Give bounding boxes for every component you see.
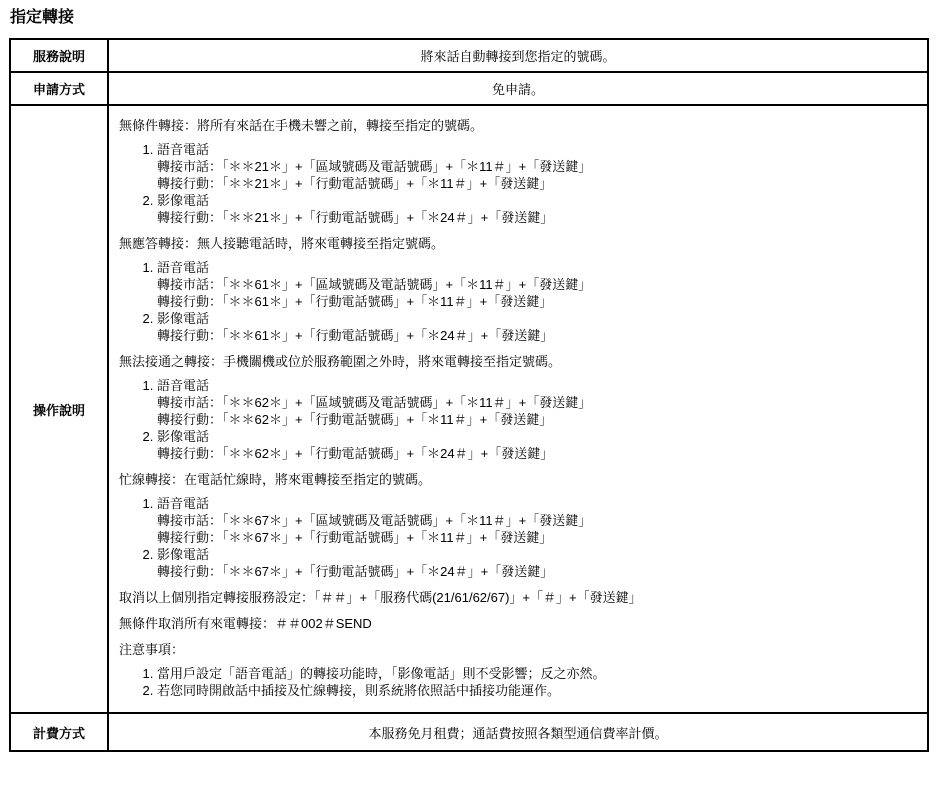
operation-line: 2. 影像電話 xyxy=(157,547,210,562)
operation-line: 1. 語音電話 xyxy=(157,142,210,157)
operation-list xyxy=(119,495,917,580)
operation-line: 2. 影像電話 xyxy=(157,311,210,326)
operation-list-item xyxy=(157,310,917,344)
operation-line: 2. 影像電話 xyxy=(157,429,210,444)
operation-line: 轉接市話：「＊＊21＊」+「區域號碼及電話號碼」+「＊11＃」+「發送鍵」 xyxy=(157,159,592,174)
operation-line: 2. 若您同時開啟話中插接及忙線轉接，則系統將依照話中插接功能運作。 xyxy=(157,683,561,698)
table-row-service-description xyxy=(10,39,928,72)
operation-list xyxy=(119,377,917,462)
operation-list xyxy=(119,141,917,226)
application-method-text: 免申請。 xyxy=(108,72,928,105)
operation-line: 轉接行動：「＊＊67＊」+「行動電話號碼」+「＊11＃」+「發送鍵」 xyxy=(157,530,553,545)
operation-line: 轉接行動：「＊＊67＊」+「行動電話號碼」+「＊24＃」+「發送鍵」 xyxy=(157,564,554,579)
operation-line: 轉接市話：「＊＊62＊」+「區域號碼及電話號碼」+「＊11＃」+「發送鍵」 xyxy=(157,395,592,410)
operation-list-item xyxy=(157,665,917,682)
operation-line: 轉接行動：「＊＊62＊」+「行動電話號碼」+「＊24＃」+「發送鍵」 xyxy=(157,446,554,461)
operation-list-item xyxy=(157,192,917,226)
operation-line: 1. 語音電話 xyxy=(157,378,210,393)
operation-list-item xyxy=(157,546,917,580)
operation-paragraph: 無應答轉接：無人接聽電話時，將來電轉接至指定號碼。 xyxy=(119,236,445,251)
row-label-operation-instructions: 操作說明 xyxy=(10,105,108,713)
operation-list xyxy=(119,259,917,344)
table-row-operation-instructions xyxy=(10,105,928,713)
billing-method-text: 本服務免月租費；通話費按照各類型通信費率計價。 xyxy=(108,713,928,751)
operation-line: 轉接行動：「＊＊21＊」+「行動電話號碼」+「＊24＃」+「發送鍵」 xyxy=(157,210,554,225)
service-info-table xyxy=(9,38,929,752)
page-title: 指定轉接 xyxy=(10,9,75,26)
operation-list-item xyxy=(157,259,917,310)
operation-line: 轉接行動：「＊＊61＊」+「行動電話號碼」+「＊11＃」+「發送鍵」 xyxy=(157,294,553,309)
operation-paragraph: 無條件轉接：將所有來話在手機未響之前，轉接至指定的號碼。 xyxy=(119,118,484,133)
operation-line: 轉接市話：「＊＊67＊」+「區域號碼及電話號碼」+「＊11＃」+「發送鍵」 xyxy=(157,513,592,528)
operation-list xyxy=(119,665,917,699)
operation-line: 轉接行動：「＊＊62＊」+「行動電話號碼」+「＊11＃」+「發送鍵」 xyxy=(157,412,553,427)
operation-paragraph: 無條件取消所有來電轉接：＃＃002＃SEND xyxy=(119,616,372,631)
operation-paragraph: 取消以上個別指定轉接服務設定：「＃＃」+「服務代碼(21/61/62/67)」+「＃」+「發送鍵」 xyxy=(119,590,642,605)
operation-instructions-content xyxy=(119,117,917,699)
row-label-billing-method: 計費方式 xyxy=(10,713,108,751)
operation-list-item xyxy=(157,682,917,699)
operation-line: 1. 語音電話 xyxy=(157,260,210,275)
row-label-service-description: 服務說明 xyxy=(10,39,108,72)
operation-instructions-cell xyxy=(108,105,928,713)
table-row-billing-method xyxy=(10,713,928,751)
row-label-application-method: 申請方式 xyxy=(10,72,108,105)
operation-list-item xyxy=(157,495,917,546)
operation-line: 轉接市話：「＊＊61＊」+「區域號碼及電話號碼」+「＊11＃」+「發送鍵」 xyxy=(157,277,592,292)
operation-list-item xyxy=(157,428,917,462)
operation-line: 1. 語音電話 xyxy=(157,496,210,511)
table-row-application-method xyxy=(10,72,928,105)
operation-line: 轉接行動：「＊＊21＊」+「行動電話號碼」+「＊11＃」+「發送鍵」 xyxy=(157,176,553,191)
operation-list-item xyxy=(157,377,917,428)
operation-list-item xyxy=(157,141,917,192)
operation-line: 轉接行動：「＊＊61＊」+「行動電話號碼」+「＊24＃」+「發送鍵」 xyxy=(157,328,554,343)
operation-paragraph: 注意事項： xyxy=(119,642,185,657)
operation-paragraph: 無法接通之轉接：手機關機或位於服務範圍之外時，將來電轉接至指定號碼。 xyxy=(119,354,562,369)
service-description-text: 將來話自動轉接到您指定的號碼。 xyxy=(108,39,928,72)
operation-line: 2. 影像電話 xyxy=(157,193,210,208)
operation-paragraph: 忙線轉接：在電話忙線時，將來電轉接至指定的號碼。 xyxy=(119,472,432,487)
operation-line: 1. 當用戶設定「語音電話」的轉接功能時，「影像電話」則不受影響；反之亦然。 xyxy=(157,666,606,681)
